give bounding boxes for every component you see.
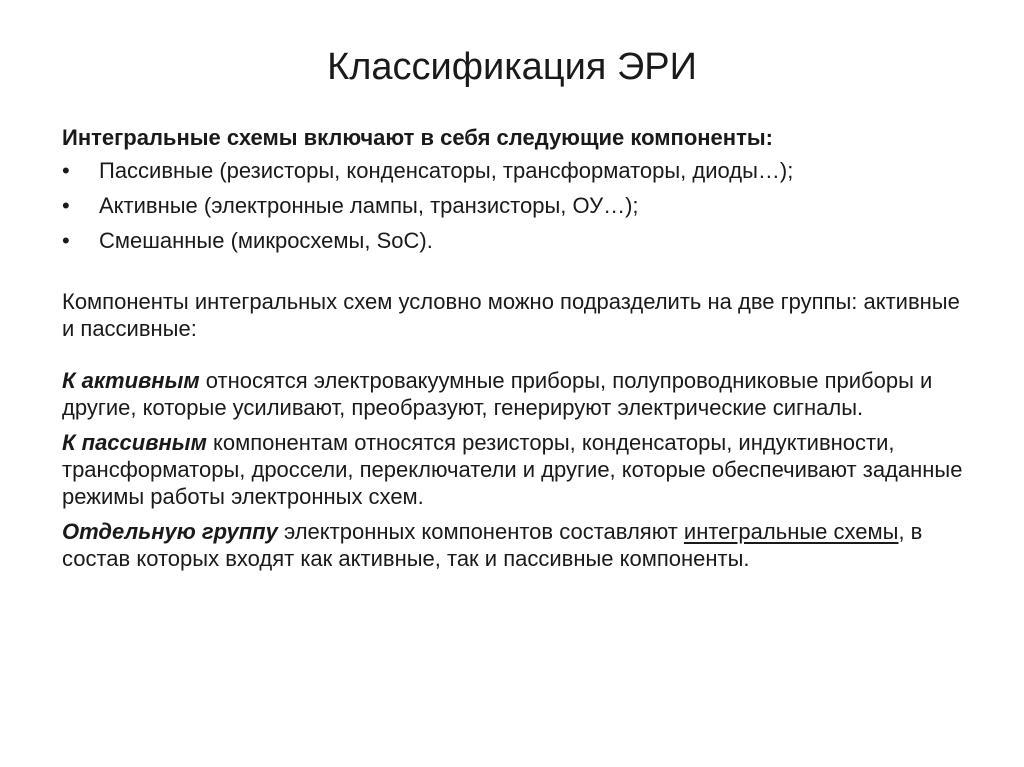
separate-lead: Отдельную группу (62, 519, 278, 544)
groups-paragraph: Компоненты интегральных схем условно можно подразделить на две группы: активные и пассивные: (62, 289, 960, 341)
passive-text: компонентам относятся резисторы, конденсаторы, индуктивности, трансформаторы, дроссели, переключатели и другие, которые обеспечивают заданные режимы работы электронных схем. (62, 430, 963, 509)
bullet-icon: • (62, 228, 70, 253)
slide-title: Классификация ЭРИ (327, 46, 697, 88)
list-item-text: Пассивные (резисторы, конденсаторы, трансформаторы, диоды…); (99, 158, 794, 183)
list-item-text: Смешанные (микросхемы, SoC). (99, 228, 433, 253)
active-text: относятся электровакуумные приборы, полупроводниковые приборы и другие, которые усиливают, преобразуют, генерируют электрические сигналы. (62, 368, 933, 420)
separate-paragraph (62, 518, 972, 572)
passive-paragraph (62, 429, 972, 510)
intro-heading: Интегральные схемы включают в себя следующие компоненты: (62, 125, 773, 150)
list-item-active (62, 192, 972, 219)
list-item-passive (62, 157, 972, 184)
integrated-circuits-term: интегральные схемы (683, 519, 899, 544)
slide-content (62, 124, 972, 572)
passive-lead: К пассивным (62, 430, 207, 455)
list-item-mixed (62, 227, 972, 254)
separate-text-before: электронных компонентов составляют (277, 519, 684, 544)
component-list (62, 157, 972, 254)
active-lead: К активным (62, 368, 200, 393)
list-item-text: Активные (электронные лампы, транзисторы, ОУ…); (99, 193, 639, 218)
separate-text-after: , в состав которых входят как активные, так и пассивные компоненты. (62, 519, 923, 571)
bullet-icon: • (62, 158, 70, 183)
active-paragraph (62, 367, 972, 421)
bullet-icon: • (62, 193, 70, 218)
